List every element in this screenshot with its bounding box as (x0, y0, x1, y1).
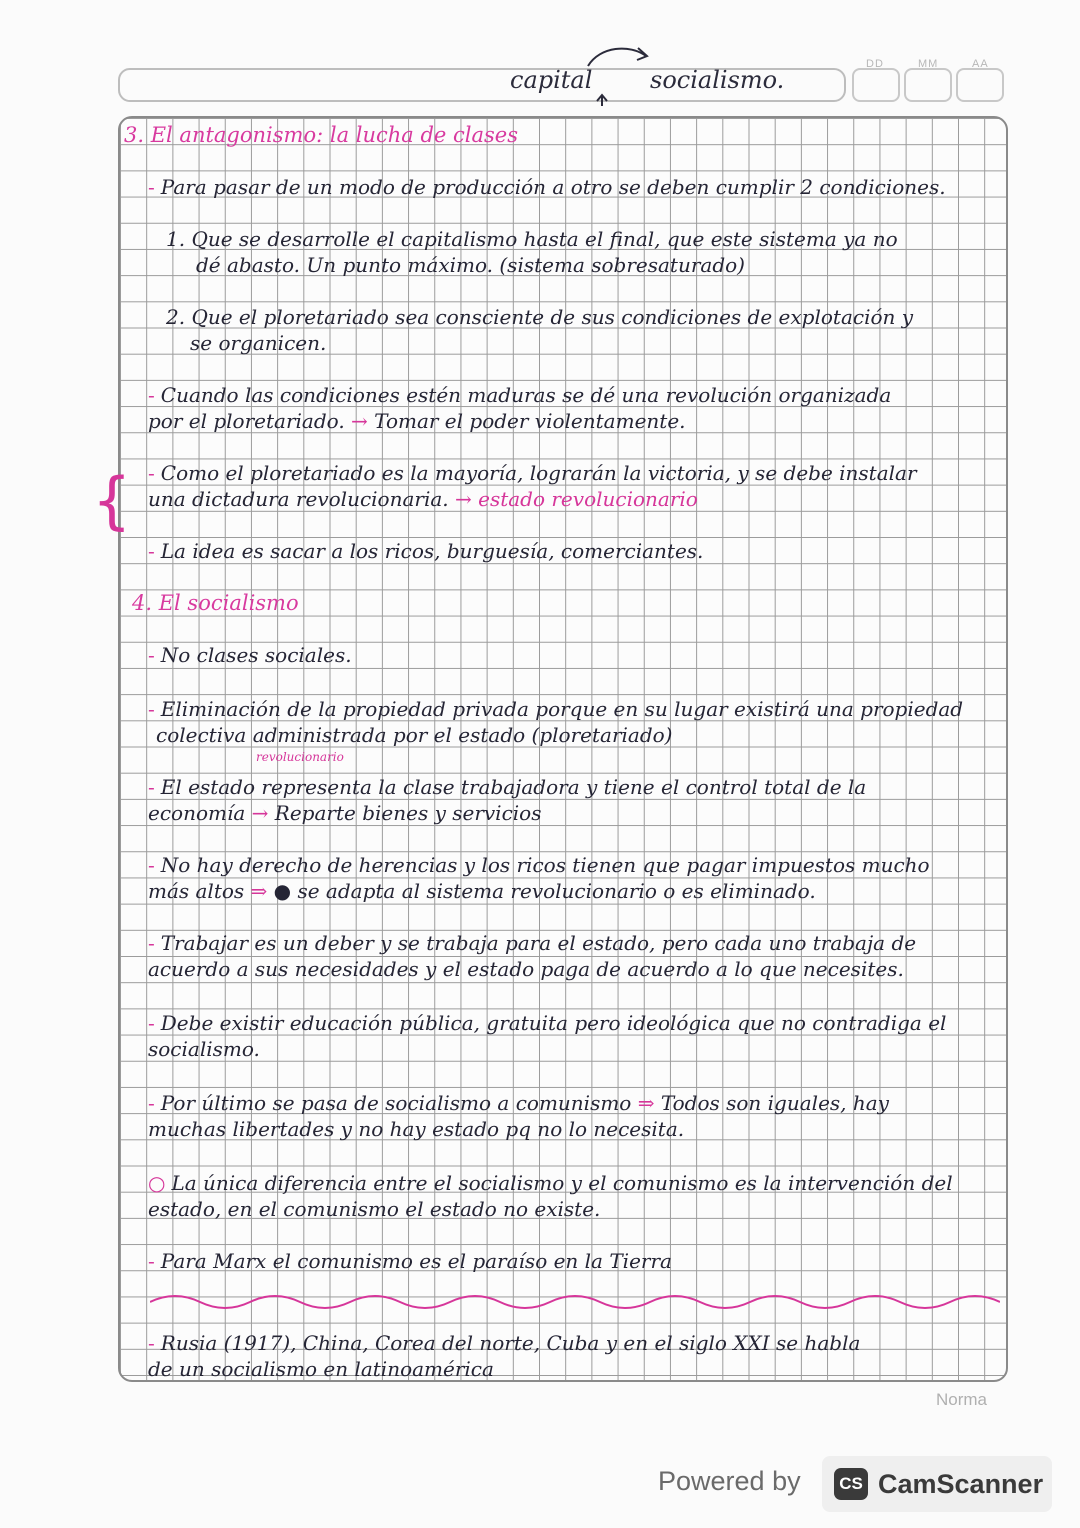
s4-annotation-revolucionario: revolucionario (256, 750, 344, 764)
s3-line-2: 1. Que se desarrolle el capitalismo hasta el final, que este sistema ya no (166, 227, 898, 251)
s4-line-14: ○ La única diferencia entre el socialismo y el comunismo es la intervención del (148, 1171, 953, 1195)
s4-line-11: socialismo. (148, 1037, 260, 1061)
camscanner-badge (822, 1456, 1052, 1512)
camscanner-name: CamScanner (878, 1469, 1044, 1499)
s3-line-10: - La idea es sacar a los ricos, burguesía, comerciantes. (148, 539, 704, 563)
s4-line-3: colectiva administrada por el estado (ploretariado) (156, 723, 673, 747)
s4-line-18: de un socialismo en latinoamérica (148, 1357, 494, 1381)
s3-line-4: 2. Que el ploretariado sea consciente de sus condiciones de explotación y (166, 305, 914, 329)
s3-line-7: por el ploretariado. → Tomar el poder violentamente. (148, 409, 686, 433)
s4-line-9: acuerdo a sus necesidades y el estado paga de acuerdo a lo que necesites. (148, 957, 904, 981)
s3-line-1: - Para pasar de un modo de producción a otro se deben cumplir 2 condiciones. (148, 175, 946, 199)
s4-line-2: - Eliminación de la propiedad privada porque en su lugar existirá una propiedad (148, 697, 964, 721)
s3-line-6: - Cuando las condiciones estén maduras se dé una revolución organizada (148, 383, 892, 407)
section-4-title: 4. El socialismo (132, 591, 299, 615)
camscanner-logo-icon: CS (834, 1468, 868, 1500)
curly-brace-mark: { (92, 464, 132, 537)
s4-line-5: economía → Reparte bienes y servicios (148, 801, 542, 825)
s3-line-5: se organicen. (190, 331, 327, 355)
date-label-aa: AA (972, 58, 989, 70)
date-box-mm (904, 68, 952, 102)
s4-line-15: estado, en el comunismo el estado no existe. (148, 1197, 601, 1221)
date-label-dd: DD (866, 58, 884, 70)
s4-line-10: - Debe existir educación pública, gratuita pero ideológica que no contradiga el (148, 1011, 947, 1035)
section-3-title: 3. El antagonismo: la lucha de clases (124, 123, 519, 147)
s4-line-7: más altos ⇒ ● se adapta al sistema revolucionario o es eliminado. (148, 879, 816, 903)
s4-line-16: - Para Marx el comunismo es el paraíso en la Tierra (148, 1249, 672, 1273)
s3-line-3: dé abasto. Un punto máximo. (sistema sobresaturado) (196, 253, 745, 277)
header-socialismo: socialismo. (650, 66, 785, 94)
s4-line-6: - No hay derecho de herencias y los ricos tienen que pagar impuestos mucho (148, 853, 930, 877)
date-box-dd (852, 68, 900, 102)
powered-by-text: Powered by (658, 1466, 801, 1496)
header-capital: capital (510, 66, 593, 94)
date-label-mm: MM (918, 58, 939, 70)
s3-line-8: - Como el ploretariado es la mayoría, lograrán la victoria, y se debe instalar (148, 461, 917, 485)
s4-line-12: - Por último se pasa de socialismo a comunismo ⇒ Todos son iguales, hay (148, 1091, 889, 1115)
date-box-aa (956, 68, 1004, 102)
s4-line-17: - Rusia (1917), China, Corea del norte, Cuba y en el siglo XXI se habla (148, 1331, 861, 1355)
s4-line-1: - No clases sociales. (148, 643, 352, 667)
s4-line-8: - Trabajar es un deber y se trabaja para el estado, pero cada uno trabaja de (148, 931, 917, 955)
norma-logo: Norma (936, 1390, 988, 1409)
cycle-arrows-icon (580, 40, 670, 110)
s4-line-13: muchas libertades y no hay estado pq no lo necesita. (148, 1117, 685, 1141)
s4-line-4: - El estado representa la clase trabajadora y tiene el control total de la (148, 775, 867, 799)
s3-line-9: una dictadura revolucionaria. → estado revolucionario (148, 487, 698, 511)
wavy-divider (150, 1290, 1000, 1314)
